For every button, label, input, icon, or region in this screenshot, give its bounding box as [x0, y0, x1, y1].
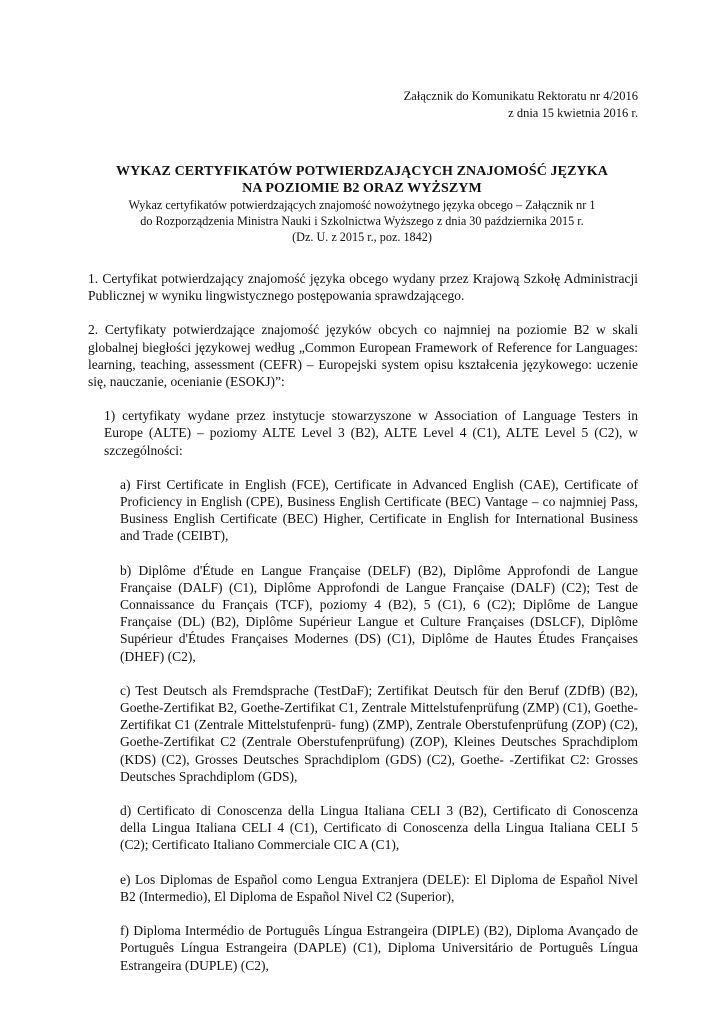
annex-line-2: z dnia 15 kwietnia 2016 r.: [508, 106, 638, 120]
paragraph-2: 2. Certyfikaty potwierdzające znajomość języków obcych co najmniej na poziomie B2 w skali globalnej biegłości językowej według „Common European Framework of Reference for Languages: learning, teaching, assessment (CEFR) – Europejski system opisu kształcenia językowego: uczenie się, nauczanie, ocenianie (ESOKJ)”:: [88, 322, 638, 390]
list-item-d-italian: d) Certificato di Conoscenza della Lingua Italiana CELI 3 (B2), Certificato di Conoscenza della Lingua Italiana CELI 4 (C1), Certificato di Conoscenza della Lingua Italiana CELI 5 (C2); Certificato Italiano Commerciale CIC A (C1),: [120, 803, 638, 853]
document-title-line-1: WYKAZ CERTYFIKATÓW POTWIERDZAJĄCYCH ZNAJOMOŚĆ JĘZYKA: [116, 164, 608, 179]
list-item-a-english: a) First Certificate in English (FCE), Certificate in Advanced English (CAE), Certificate of Proficiency in English (CPE), Business English Certificate (BEC) Vantage – co najmniej Pass, Business English Certificate (BEC) Higher, Certificate in English for International Business and Trade (CEIBT),: [120, 476, 638, 544]
subtitle-line-1: Wykaz certyfikatów potwierdzających znajomość nowożytnego języka obcego – Załącznik nr 1: [128, 198, 596, 212]
list-item-f-portuguese: f) Diploma Intermédio de Português Língua Estrangeira (DIPLE) (B2), Diploma Avançado de Português Língua Estrangeira (DAPLE) (C1), Diploma Universitário de Português Língua Estrangeira (DUPLE) (C2),: [120, 923, 638, 973]
list-item-c-german: c) Test Deutsch als Fremdsprache (TestDaF); Zertifikat Deutsch für den Beruf (ZDfB) (B2), Goethe-Zertifikat B2, Goethe-Zertifikat C1, Zentrale Mittelstufenprüfung (ZMP) (C1), Goethe-Zertifikat C1 (Zentrale Mittelstufenprü- fung) (ZMP), Zentrale Oberstufenprüfung (ZOP) (C2), Goethe-Zertifikat C2 (Zentrale Oberstufenprüfung) (ZOP), Kleines Deutsches Sprachdiplom (KDS) (C2), Grosses Deutsches Sprachdiplom (GDS) (C2), Goethe- -Zertifikat C2: Grosses Deutsches Sprachdiplom (GDS),: [120, 682, 638, 784]
annex-line-1: Załącznik do Komunikatu Rektoratu nr 4/2016: [403, 89, 638, 103]
title-block: [88, 163, 636, 245]
document-body: [88, 270, 638, 974]
list-item-e-spanish: e) Los Diplomas de Español como Lengua Extranjera (DELE): El Diploma de Español Nivel B2 (Intermedio), El Diploma de Español Nivel C2 (Superior),: [120, 871, 638, 904]
paragraph-2-item-1: 1) certyfikaty wydane przez instytucje stowarzyszone w Association of Language Testers in Europe (ALTE) – poziomy ALTE Level 3 (B2), ALTE Level 4 (C1), ALTE Level 5 (C2), w szczególności:: [104, 408, 638, 458]
paragraph-1: 1. Certyfikat potwierdzający znajomość języka obcego wydany przez Krajową Szkołę Administracji Publicznej w wyniku lingwistycznego postępowania sprawdzającego.: [88, 271, 638, 304]
document-title-line-2: NA POZIOMIE B2 ORAZ WYŻSZYM: [242, 181, 482, 196]
subtitle-line-2: do Rozporządzenia Ministra Nauki i Szkolnictwa Wyższego z dnia 30 października 2015 r.: [140, 214, 584, 228]
subtitle-line-3: (Dz. U. z 2015 r., poz. 1842): [292, 230, 432, 244]
annex-header: [404, 88, 638, 122]
list-item-b-french: b) Diplôme d'Étude en Langue Française (DELF) (B2), Diplôme Approfondi de Langue Française (DALF) (C1), Diplôme Approfondi de Langue Française (DALF) (C2); Test de Connaissance du Français (TCF), poziomy 4 (B2), 5 (C1), 6 (C2); Diplôme de Langue Française (DL) (B2), Diplôme Supérieur Langue et Culture Françaises (DSLCF), Diplôme Supérieur d'Études Françaises Modernes (DS) (C1), Diplôme de Hautes Études Françaises (DHEF) (C2),: [120, 562, 638, 664]
